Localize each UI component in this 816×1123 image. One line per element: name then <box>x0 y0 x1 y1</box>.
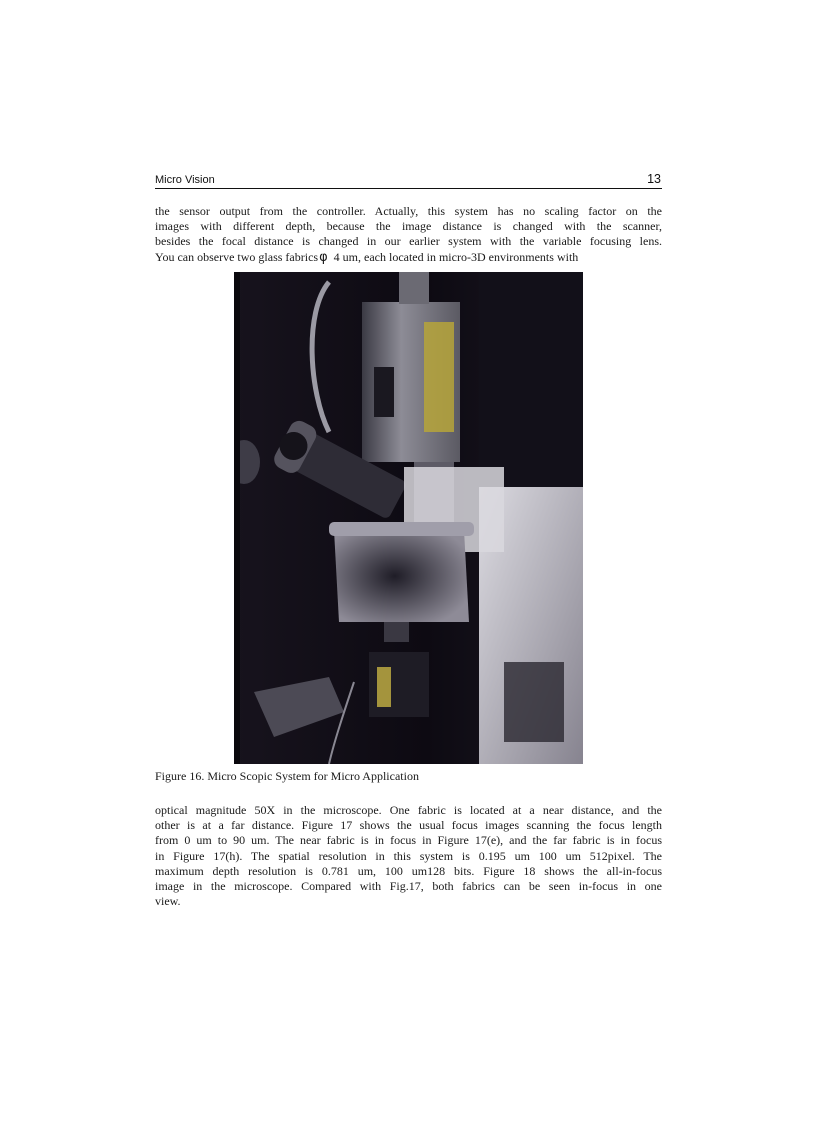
right-equipment <box>504 662 564 742</box>
phi-symbol: φ <box>319 249 328 265</box>
text-line: maximum depth resolution is 0.781 um, 100 um128 bits. Figure 18 shows the all-in-focus <box>155 863 662 878</box>
figure-caption: Figure 16. Micro Scopic System for Micro Application <box>155 769 419 783</box>
microscope-illustration <box>234 272 583 764</box>
camera-connector <box>399 272 429 304</box>
camera-slot <box>374 367 394 417</box>
text-fragment: 4 um, each located in micro-3D environments with <box>333 249 579 264</box>
objective-turret <box>334 530 469 622</box>
header-title: Micro Vision <box>155 174 215 186</box>
stage-rim <box>329 522 474 536</box>
text-line: besides the focal distance is changed in our earlier system with the variable focusing lens. <box>155 234 662 249</box>
text-line <box>155 250 662 265</box>
microscope-photo <box>234 272 583 764</box>
text-line: from 0 um to 90 um. The near fabric is in focus in Figure 17(e), and the far fabric is in focus <box>155 833 662 848</box>
page-number: 13 <box>647 172 661 186</box>
text-line: view. <box>155 894 181 909</box>
text-line: in Figure 17(h). The spatial resolution in this system is 0.195 um 100 um 512pixel. The <box>155 848 662 863</box>
text-fragment: You can observe two glass fabrics <box>155 249 319 264</box>
sensor-label <box>377 667 391 707</box>
paragraph-1 <box>155 204 662 265</box>
text-line: other is at a far distance. Figure 17 shows the usual focus images scanning the focus length <box>155 818 662 833</box>
upper-right-shadow <box>479 272 583 487</box>
text-line: optical magnitude 50X in the microscope. One fabric is located at a near distance, and the <box>155 803 662 817</box>
camera-label <box>424 322 454 432</box>
running-header <box>155 172 662 189</box>
paragraph-2 <box>155 803 662 909</box>
text-line: images with different depth, because the image distance is changed with the scanner, <box>155 219 662 234</box>
text-line: the sensor output from the controller. Actually, this system has no scaling factor on the <box>155 204 662 218</box>
text-line: image in the microscope. Compared with Fig.17, both fabrics can be seen in-focus in one <box>155 879 662 894</box>
objective-lens <box>384 622 409 642</box>
left-border-shadow <box>234 272 240 764</box>
